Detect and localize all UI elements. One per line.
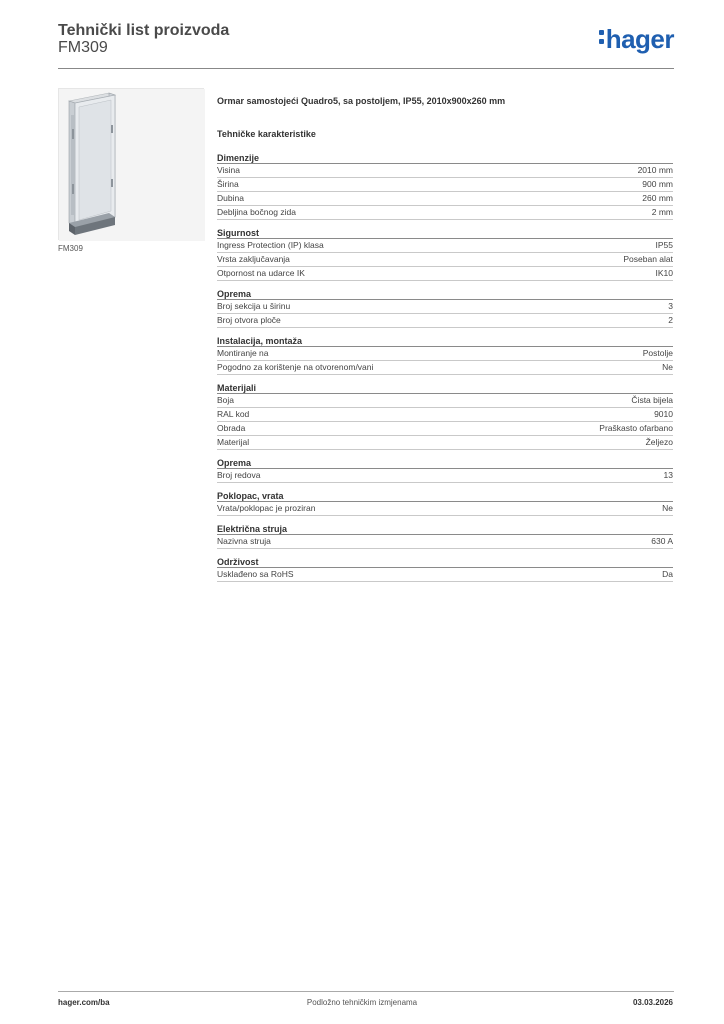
spec-value: 2 mm: [651, 207, 673, 217]
spec-row: [217, 568, 673, 582]
logo-dots-icon: [599, 26, 605, 46]
spec-row: [217, 535, 673, 549]
spec-sections: [217, 152, 673, 582]
product-image: [58, 88, 204, 240]
spec-section: [217, 152, 673, 220]
spec-value: 630 A: [651, 536, 673, 546]
spec-value: Čista bijela: [631, 395, 673, 405]
spec-value: Postolje: [642, 348, 673, 358]
spec-label: Usklađeno sa RoHS: [217, 569, 294, 579]
spec-label: Boja: [217, 395, 235, 405]
section-title: Oprema: [217, 457, 673, 469]
spec-value: Željezo: [645, 437, 673, 447]
spec-label: RAL kod: [217, 409, 250, 419]
spec-section: [217, 288, 673, 328]
section-title: Dimenzije: [217, 152, 673, 164]
spec-value: Ne: [662, 362, 673, 372]
section-title: Sigurnost: [217, 227, 673, 239]
spec-value: 9010: [654, 409, 673, 419]
spec-label: Broj sekcija u širinu: [217, 301, 291, 311]
spec-row: [217, 192, 673, 206]
spec-value: 2010 mm: [637, 165, 673, 175]
spec-label: Montiranje na: [217, 348, 269, 358]
spec-label: Širina: [217, 179, 239, 189]
spec-row: [217, 300, 673, 314]
page-header: [58, 22, 674, 68]
spec-label: Debljina bočnog zida: [217, 207, 296, 217]
spec-label: Otpornost na udarce IK: [217, 268, 305, 278]
footer-divider: [58, 991, 674, 992]
spec-value: Ne: [662, 503, 673, 513]
image-caption: FM309: [58, 244, 83, 253]
spec-label: Vrsta zaključavanja: [217, 254, 290, 264]
characteristics-heading: Tehničke karakteristike: [217, 129, 316, 139]
spec-row: [217, 422, 673, 436]
spec-row: [217, 206, 673, 220]
spec-value: IK10: [655, 268, 673, 278]
spec-label: Dubina: [217, 193, 244, 203]
spec-section: [217, 523, 673, 549]
spec-value: Poseban alat: [623, 254, 673, 264]
spec-content: [217, 96, 673, 589]
cabinet-image-icon: [59, 89, 205, 241]
section-title: Oprema: [217, 288, 673, 300]
spec-value: 13: [663, 470, 673, 480]
spec-section: [217, 335, 673, 375]
spec-row: [217, 267, 673, 281]
spec-row: [217, 394, 673, 408]
spec-section: [217, 227, 673, 281]
spec-row: [217, 361, 673, 375]
section-title: Održivost: [217, 556, 673, 568]
spec-row: [217, 502, 673, 516]
spec-label: Obrada: [217, 423, 246, 433]
spec-value: Praškasto ofarbano: [599, 423, 673, 433]
spec-label: Visina: [217, 165, 240, 175]
spec-row: [217, 239, 673, 253]
section-title: Materijali: [217, 382, 673, 394]
spec-value: IP55: [655, 240, 673, 250]
footer-date: 03.03.2026: [632, 998, 673, 1007]
spec-label: Materijal: [217, 437, 250, 447]
spec-row: [217, 253, 673, 267]
spec-label: Pogodno za korištenje na otvorenom/vani: [217, 362, 374, 372]
spec-value: Da: [662, 569, 673, 579]
footer-website[interactable]: hager.com/ba: [58, 998, 110, 1007]
spec-row: [217, 408, 673, 422]
spec-section: [217, 382, 673, 450]
spec-section: [217, 490, 673, 516]
spec-section: [217, 556, 673, 582]
spec-section: [217, 457, 673, 483]
spec-value: 260 mm: [642, 193, 673, 203]
spec-row: [217, 178, 673, 192]
spec-row: [217, 314, 673, 328]
spec-row: [217, 347, 673, 361]
spec-label: Broj otvora ploče: [217, 315, 281, 325]
spec-value: 3: [668, 301, 673, 311]
product-code: FM309: [58, 39, 108, 56]
logo-text: hager: [605, 24, 674, 54]
spec-label: Nazivna struja: [217, 536, 271, 546]
spec-row: [217, 469, 673, 483]
section-title: Poklopac, vrata: [217, 490, 673, 502]
spec-row: [217, 436, 673, 450]
section-title: Električna struja: [217, 523, 673, 535]
header-divider: [58, 68, 674, 69]
document-title: Tehnički list proizvoda: [58, 22, 230, 39]
spec-row: [217, 164, 673, 178]
hager-logo: [599, 26, 674, 52]
spec-label: Vrata/poklopac je proziran: [217, 503, 316, 513]
product-description: Ormar samostojeći Quadro5, sa postoljem, IP55, 2010x900x260 mm: [217, 96, 506, 106]
footer-note: Podložno tehničkim izmjenama: [306, 998, 418, 1007]
spec-value: 900 mm: [642, 179, 673, 189]
spec-value: 2: [668, 315, 673, 325]
section-title: Instalacija, montaža: [217, 335, 673, 347]
spec-label: Ingress Protection (IP) klasa: [217, 240, 324, 250]
spec-label: Broj redova: [217, 470, 261, 480]
